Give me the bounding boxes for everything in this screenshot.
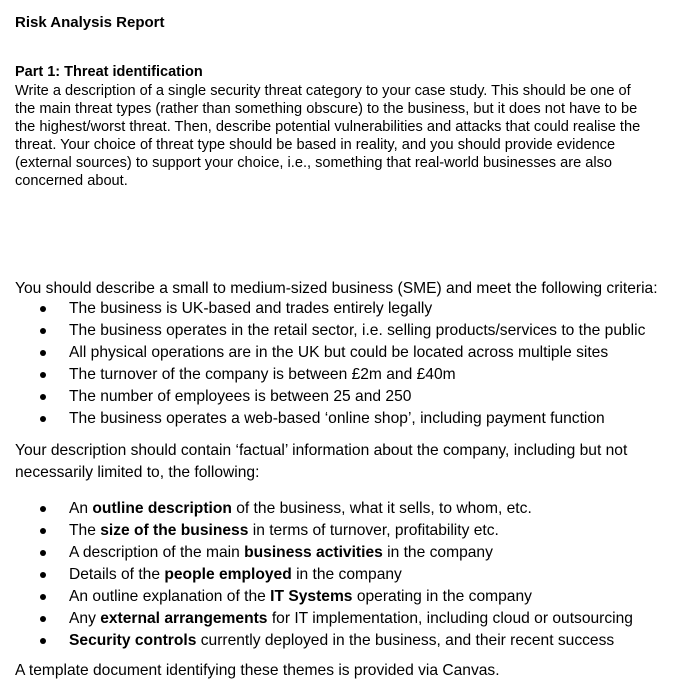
bullet-icon (40, 372, 46, 378)
sme-intro: You should describe a small to medium-sized business (SME) and meet the following criteria: (15, 280, 658, 297)
paragraph-line: necessarily limited to, the following: (15, 464, 260, 481)
paragraph-line: Write a description of a single security threat category to your case study. This should be one of (15, 83, 631, 99)
description-paragraph (15, 440, 627, 484)
bullet-icon (40, 506, 46, 512)
paragraph-line: Your description should contain ‘factual’ information about the company, including but not (15, 442, 628, 459)
report-title: Risk Analysis Report (15, 14, 165, 31)
bullet-icon (40, 594, 46, 600)
bullet-icon (40, 350, 46, 356)
bullet-icon (40, 328, 46, 334)
document-page: Risk Analysis Report Part 1: Threat identification Write a description of a single security threat category to your case study. This should be one of the main threat types (rather than something obscure) to the business, but it does not have to be the highest/worst threat. Then, describe potential vulnerabilities and attacks that could realise the threat. Your choice of threat type should be based in reality, and you should provide evidence (external sources) to support your choice, i.e., something that real-world businesses are also concerned about. You should describe a small to medium-sized business (SME) and meet the following criteria: The business is UK-based and trades entirely legally The business operates in the retail sector, i.e. selling products/services to the public All physical operations are in the UK but could be located across multiple sites The turnover of the company is between £2m and £40m The number of employees is between 25 and 250 The business operates a web-based ‘online shop’, including payment function Your description should contain ‘factual’ information about the company, including but not necessarily limited to, the following: An outline description of the business, what it sells, to whom, etc. The size of the business in terms of turnover, profitability etc. A description of the main business activities in the company Details of the people employed in the company An outline explanation of the IT Systems operating in the company Any external arrangements for IT implementation, including cloud or outsourcing Security controls currently deployed in the business, and their recent success A template document identifying these themes is provided via Canvas. (0, 0, 700, 700)
bullet-icon (40, 550, 46, 556)
bullet-icon (40, 306, 46, 312)
paragraph-line: concerned about. (15, 173, 128, 189)
bullet-icon (40, 416, 46, 422)
paragraph-line: threat. Your choice of threat type should be based in reality, and you should provide evidence (15, 137, 616, 153)
bullet-icon (40, 528, 46, 534)
bullet-icon (40, 572, 46, 578)
paragraph-line: (external sources) to support your choice, i.e., something that real-world businesses are also (15, 155, 613, 171)
part1-heading: Part 1: Threat identification (15, 64, 203, 80)
bullet-icon (40, 394, 46, 400)
bullet-icon (40, 638, 46, 644)
footer-note: A template document identifying these themes is provided via Canvas. (15, 662, 500, 679)
part1-paragraph (15, 82, 695, 190)
bullet-icon (40, 616, 46, 622)
paragraph-line: the main threat types (rather than something obscure) to the business, but it does not have to be (15, 101, 638, 117)
paragraph-line: the highest/worst threat. Then, describe potential vulnerabilities and attacks that could realise the (15, 119, 641, 135)
